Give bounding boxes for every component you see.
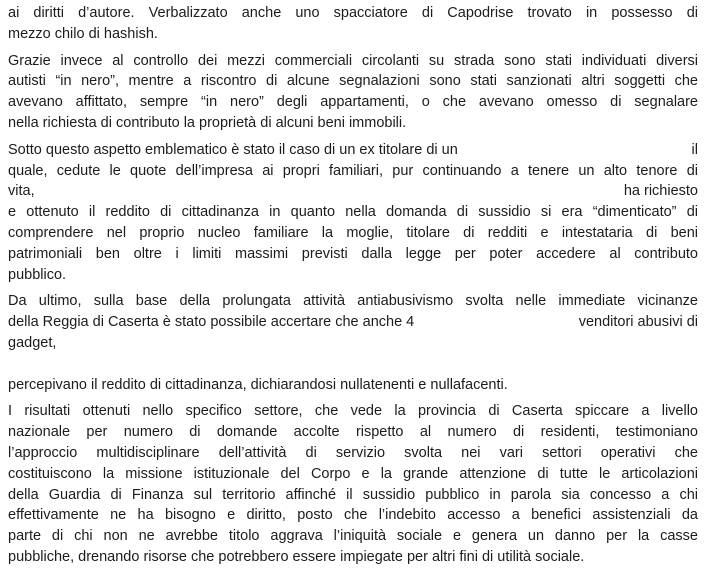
text-line: comprendere nel proprio nucleo familiare la moglie, titolare di redditi e intestataria di beni (8, 224, 698, 241)
text-line: gadget, (8, 334, 57, 351)
text-line: nella richiesta di contributo la proprietà di alcuni beni immobili. (8, 114, 407, 131)
paragraph (8, 51, 698, 134)
text-line-with-redaction-gap (8, 312, 698, 333)
paragraph (8, 140, 698, 286)
text-line: effettivamente ne ha bisogno e diritto, posto che l’indebito accesso a benefici assistenziali da (8, 507, 698, 524)
text-line: pubbliche, drenando risorse che potrebbero essere impiegate per altri fini di utilità sociale. (8, 548, 585, 565)
text-segment: Sotto questo aspetto emblematico è stato il caso di un ex titolare di un (8, 141, 458, 158)
text-line: della Guardia di Finanza sul territorio affinché il sussidio pubblico in parola sia concesso a chi (8, 486, 698, 503)
text-line: avevano affittato, sempre “in nero” degli appartamenti, o che avevano omesso di segnalare (8, 94, 698, 111)
text-line: Grazie invece al controllo dei mezzi commerciali circolanti su strada sono stati individuati diversi (8, 52, 698, 69)
text-line: parte di chi non ne avrebbe titolo aggrava l’iniquità sociale e genera un danno per la casse (8, 528, 698, 545)
text-line: Da ultimo, sulla base della prolungata attività antiabusivismo svolta nelle immediate vicinanze (8, 293, 698, 310)
text-line: nazionale per numero di domande accolte rispetto al numero di residenti, testimoniano (8, 424, 698, 441)
text-segment: vita, (8, 183, 35, 200)
text-segment: il (691, 141, 698, 158)
text-line: ai diritti d’autore. Verbalizzato anche uno spacciatore di Capodrise trovato in possesso di (8, 5, 698, 21)
text-line: l’approccio multidisciplinare dell’attività di servizio svolta nei vari settori operativi che (8, 444, 698, 461)
text-line: I risultati ottenuti nello specifico settore, che vede la provincia di Caserta spiccare a livello (8, 403, 698, 420)
text-line-with-redaction-gap (8, 181, 698, 202)
paragraph (8, 3, 698, 45)
text-line: e ottenuto il reddito di cittadinanza in quanto nella domanda di sussidio si era “dimenticato” di (8, 204, 698, 221)
text-line: quale, cedute le quote dell’impresa ai propri familiari, pur continuando a tenere un alto tenore di (8, 162, 698, 179)
paragraph (8, 291, 698, 395)
text-line-with-redaction-gap (8, 140, 698, 161)
text-line: pubblico. (8, 266, 67, 283)
text-segment: ha richiesto (623, 183, 698, 200)
paragraph (8, 401, 698, 567)
text-line: autisti “in nero”, mentre a riscontro di alcune segnalazioni sono stati sanzionati altri soggetti che (8, 73, 698, 90)
blank-redacted-line (8, 354, 698, 375)
text-line: mezzo chilo di hashish. (8, 25, 158, 42)
text-line: costituiscono la missione istituzionale del Corpo e la grande attenzione di tutte le articolazioni (8, 465, 698, 482)
text-segment: della Reggia di Caserta è stato possibile accertare che anche 4 (8, 314, 415, 331)
text-segment: venditori abusivi di (578, 314, 698, 331)
text-line: percepivano il reddito di cittadinanza, dichiarandosi nullatenenti e nullafacenti. (8, 376, 508, 393)
text-line: patrimoniali ben oltre i limiti massimi previsti dalla legge per poter accedere al contributo (8, 245, 698, 262)
